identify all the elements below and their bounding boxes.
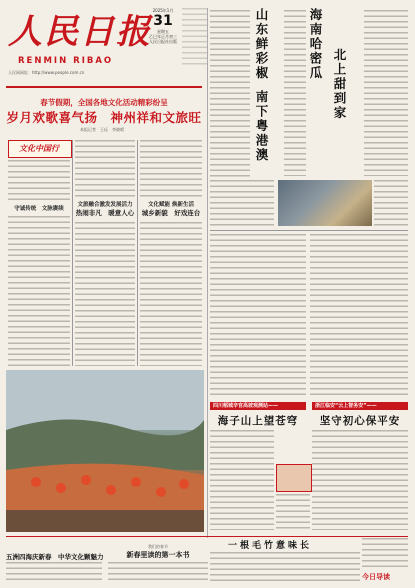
left-feature-headline: 海子山上望苍穹 (217, 415, 299, 427)
headline-hainan: 海南哈密瓜 (308, 8, 323, 81)
col1-subhead: 守诚传统 文脉赓续 (14, 206, 64, 212)
lead-col1-text-b (8, 216, 70, 366)
feature-logo (8, 140, 72, 158)
col-divider (137, 140, 138, 366)
left-feature (210, 402, 306, 428)
lead-kicker: 春节假期，全国各地文化活动精彩纷呈 (40, 98, 168, 107)
date-lunar: 乙巳年正月初三 (149, 34, 177, 39)
left-feature-text-a (210, 430, 274, 530)
right-col-d-text (210, 180, 274, 226)
right-col-b-text (284, 10, 306, 176)
lead-col1-text-a (8, 160, 70, 204)
right-feature (312, 402, 408, 428)
bottom-feature-text (210, 552, 360, 584)
lantern-photo-svg (6, 370, 204, 532)
date-year-month: 2025年1月 (152, 8, 174, 13)
masthead-title: 人民日报 (8, 12, 152, 52)
right-headline-2 (308, 8, 362, 178)
right-mid-text-b (310, 234, 408, 398)
right-col-e-text (374, 180, 408, 226)
right-col-a-text (210, 10, 250, 180)
left-feature-text-b (276, 494, 310, 530)
lead-col2-text-b (75, 222, 135, 366)
col2-subhead-b: 热闹非凡 暖意人心 (75, 209, 135, 217)
stamp-graphic (276, 464, 312, 492)
headline-south: 南下粤港澳 (254, 90, 269, 163)
col3-subhead: 文化赋能 焕新生活 (148, 202, 194, 208)
date-day: 31 (153, 13, 173, 29)
lead-col2-text-a (75, 140, 135, 200)
bottom-left-headline: 五洲四海庆新春 中华文化颗魅力 (6, 553, 104, 561)
today-guide-text (362, 538, 408, 570)
bottom-mid-text (108, 562, 208, 584)
date-edition: 人民日报社出版 (149, 39, 177, 44)
today-guide-label: 今日导读 (362, 572, 390, 581)
date-box (146, 8, 180, 64)
bottom-mid (108, 544, 208, 560)
col3-subhead-b: 城乡新貌 好戏连台 (141, 209, 201, 217)
masthead-rule (6, 86, 202, 88)
peppers-photo (278, 180, 372, 226)
lead-col3-text-a (140, 140, 202, 200)
right-rule (210, 230, 408, 231)
right-section-bar: 浙江临安“云上智务安”—— (312, 402, 408, 410)
lead-byline: 本报记者 王珏 李晓晴 (80, 127, 124, 132)
bottom-mid-headline: 新春里读的第一本书 (126, 550, 190, 559)
lead-photo (6, 370, 204, 532)
page-divider (207, 8, 208, 538)
lead-headline: 岁月欢歌喜气扬 神州祥和文旅旺 (6, 110, 202, 125)
masthead-sidebar (182, 8, 208, 68)
masthead-url: 人民网网址：http://www.people.com.cn (8, 70, 85, 75)
today-guide (362, 572, 408, 584)
date-weekday: 星期五 (157, 29, 169, 34)
right-col-c-text (364, 10, 408, 176)
feature-logo-text: 文化中国行 (19, 143, 59, 153)
headline-shandong: 山东鲜彩椒 (254, 8, 269, 81)
right-feature-headline: 坚守初心保平安 (319, 415, 401, 427)
bottom-rule (6, 536, 408, 537)
lead-col3-text-b (140, 222, 202, 366)
right-mid-text-a (210, 234, 306, 398)
bottom-mid-label: 我们的春节 (148, 544, 168, 549)
left-section-bar: 四川稻城辛官高坡观测站—— (210, 402, 306, 410)
right-headline-1 (254, 8, 282, 168)
bottom-left-text (6, 562, 102, 584)
bottom-feature-title: 一根毛竹意味长 (227, 541, 312, 551)
col-divider (72, 140, 73, 366)
right-feature-text (312, 430, 408, 530)
masthead-pinyin: RENMIN RIBAO (18, 56, 114, 66)
col2-subhead: 文旅融合激发发展活力 (77, 202, 133, 208)
headline-north: 北上甜到家 (332, 48, 347, 121)
